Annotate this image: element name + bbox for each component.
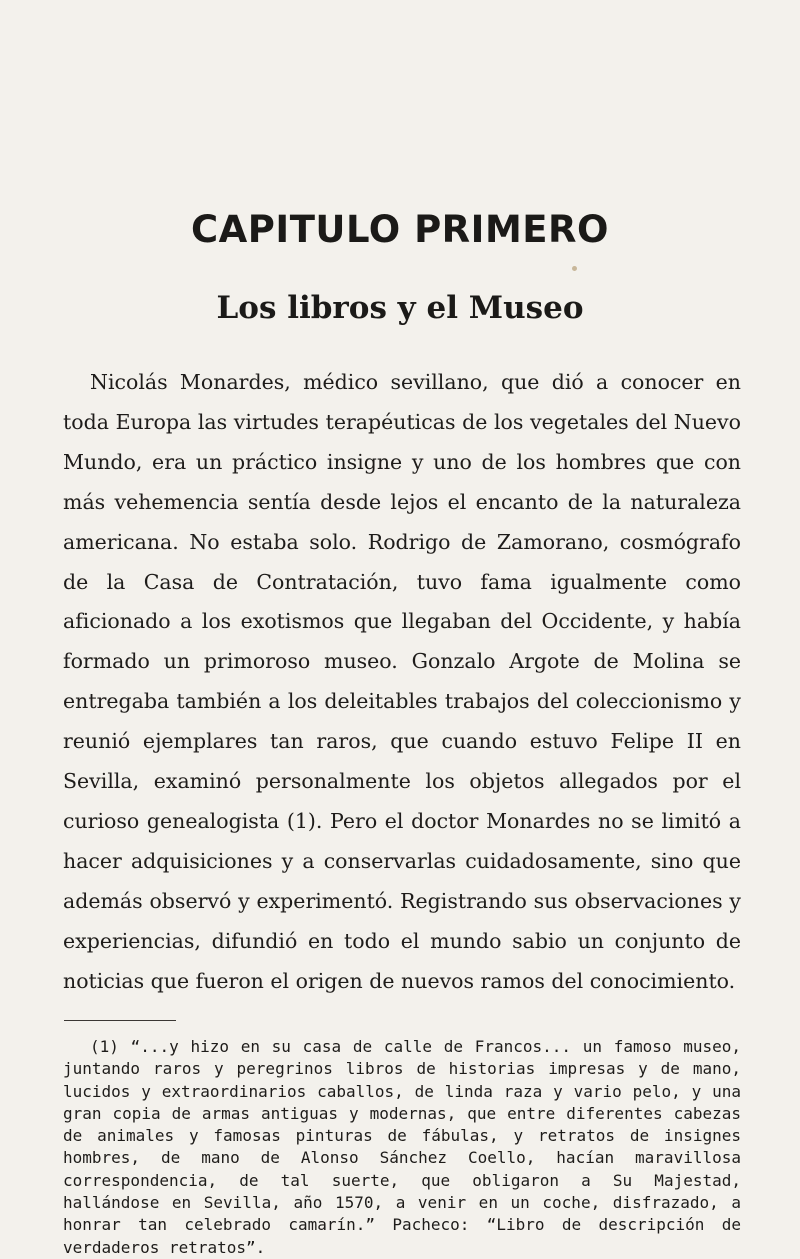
footnote-divider (64, 1020, 176, 1021)
ink-speck (572, 266, 577, 271)
chapter-title: CAPITULO PRIMERO (191, 208, 609, 251)
footnote: (1) “...y hizo en su casa de calle de Francos... un famoso museo, juntando raros y peregrinos libros de historias impresas y de mano, lucidos y extraordinarios caballos, de linda raza y vario pelo, y una gran copia de armas antiguas y modernas, que entre diferentes cabezas de animales y famosas pinturas de fábulas, y retratos de insignes hombres, de mano de Alonso Sánchez Coello, hacían maravillosa correspondencia, de tal suerte, que obligaron a Su Majestad, hallándose en Sevilla, año 1570, a venir en un coche, disfrazado, a honrar tan celebrado camarín.” Pacheco: “Libro de descripción de verdaderos retratos”. (63, 1037, 741, 1257)
body-paragraph: Nicolás Monardes, médico sevillano, que dió a conocer en toda Europa las virtudes terapéuticas de los vegetales del Nuevo Mundo, era un práctico insigne y uno de los hombres que con más vehemencia sentía desde lejos el encanto de la naturaleza americana. No estaba solo. Rodrigo de Zamorano, cosmógrafo de la Casa de Contratación, tuvo fama igualmente como aficionado a los exotismos que llegaban del Occidente, y había formado un primoroso museo. Gonzalo Argote de Molina se entregaba también a los deleitables trabajos del coleccionismo y reunió ejemplares tan raros, que cuando estuvo Felipe II en Sevilla, examinó personalmente los objetos allegados por el curioso genealogista (1). Pero el doctor Monardes no se limitó a hacer adquisiciones y a conservarlas cuidadosamente, sino que además observó y experimentó. Registrando sus observaciones y experiencias, difundió en todo el mundo sabio un conjunto de noticias que fueron el origen de nuevos ramos del conocimiento. (63, 370, 741, 993)
section-title: Los libros y el Museo (216, 290, 584, 326)
